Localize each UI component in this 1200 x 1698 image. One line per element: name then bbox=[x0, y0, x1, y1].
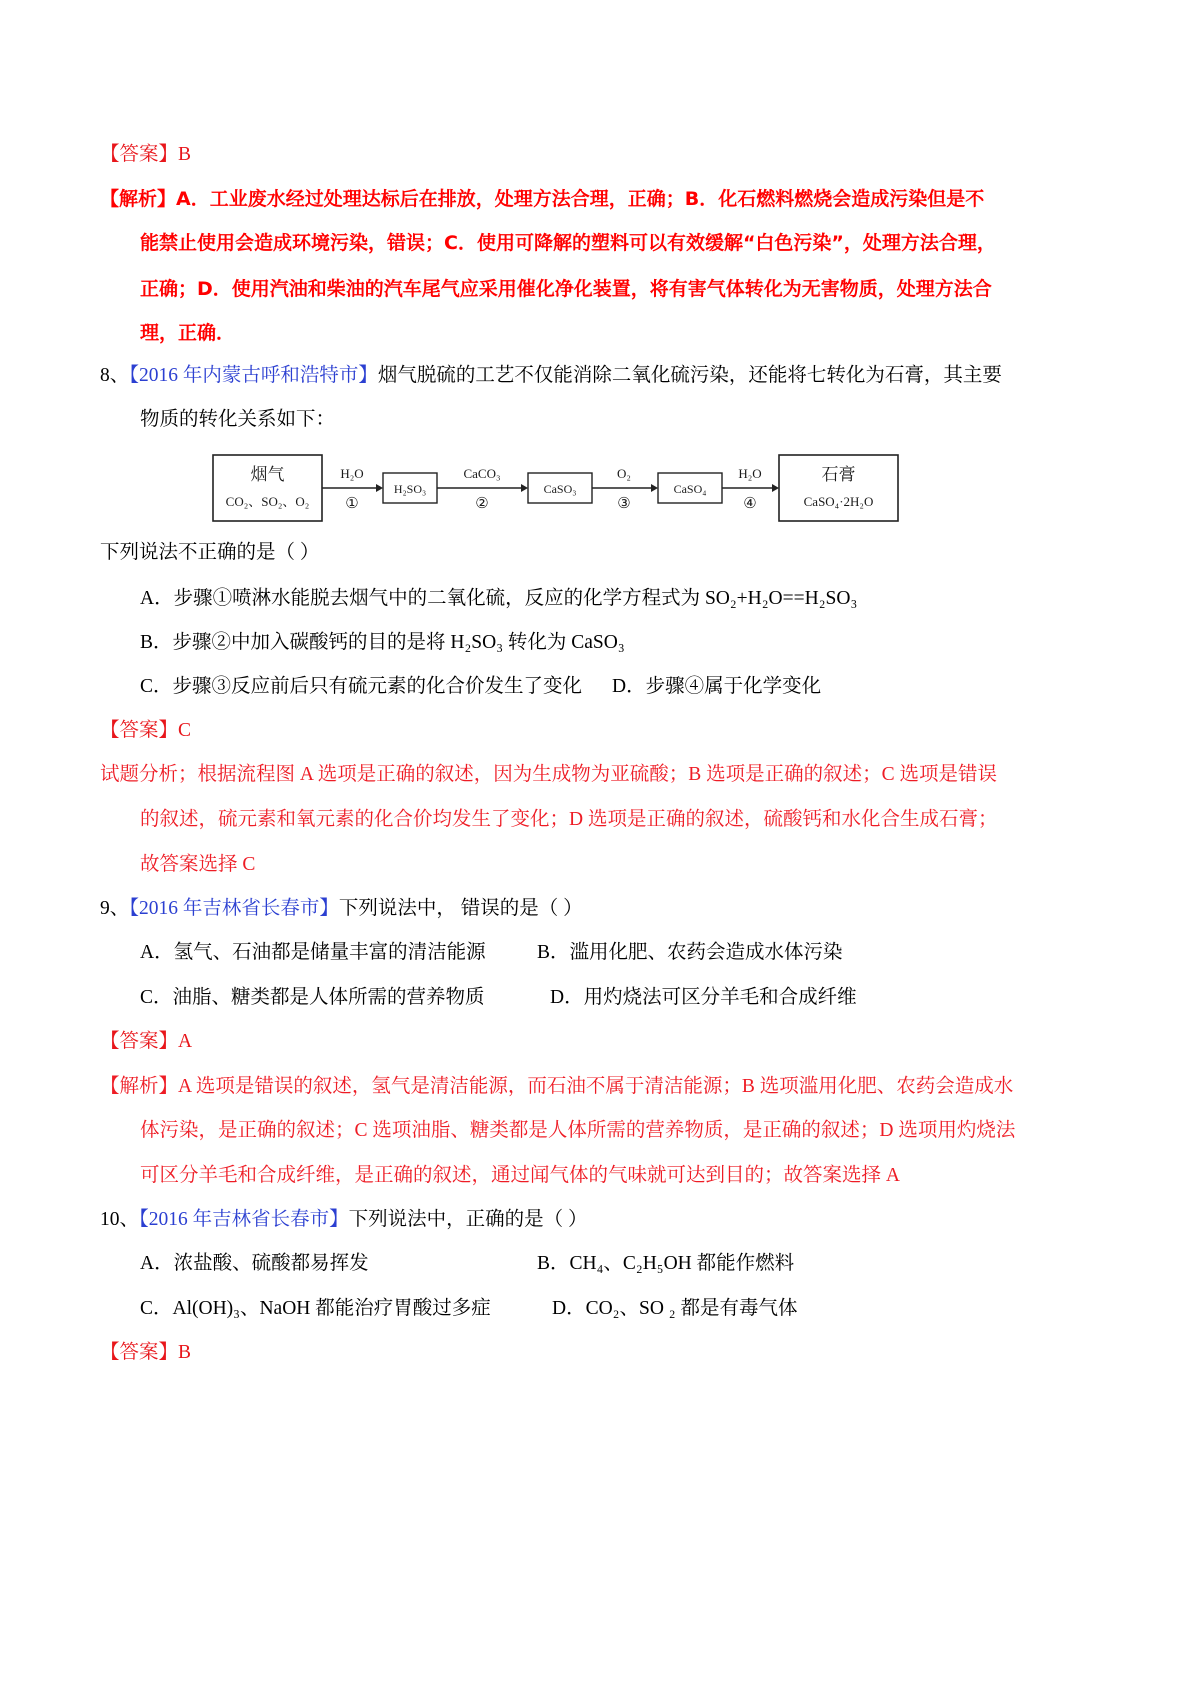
analysis-text: A 选项是错误的叙述，氢气是清洁能源，而石油不属于清洁能源；B 选项滥用化肥、农药会造成水 bbox=[178, 1076, 1014, 1097]
flow-end-title: 石膏 bbox=[821, 465, 856, 484]
flow-step-2: ② bbox=[475, 496, 489, 512]
q10-option-d: D．CO₂、SO ₂ 都是有毒气体 bbox=[552, 1298, 798, 1319]
q8-stem-line-2: 物质的转化关系如下： bbox=[140, 409, 336, 430]
q10-option-a: A．浓盐酸、硫酸都易挥发 bbox=[140, 1253, 369, 1274]
question-number: 10、 bbox=[100, 1209, 140, 1230]
analysis-text: A．工业废水经过处理达标后在排放，处理方法合理，正确；B．化石燃料燃烧会造成污染但是不 bbox=[176, 188, 985, 210]
flow-product-2: CaSO₃ bbox=[543, 482, 577, 496]
question-stem: 烟气脱硫的工艺不仅能消除二氧化硫污染，还能将七转化为石膏，其主要 bbox=[377, 365, 1002, 386]
q8-answer-line bbox=[100, 709, 191, 753]
flow-step-3: ③ bbox=[617, 496, 631, 512]
flow-arrowhead-1 bbox=[376, 484, 383, 492]
answer-value: A bbox=[178, 1031, 193, 1052]
flow-arrowhead-3 bbox=[651, 484, 658, 492]
q9-option-c: C．油脂、糖类都是人体所需的营养物质 bbox=[140, 987, 485, 1008]
flow-product-1: H₂SO₃ bbox=[393, 482, 427, 496]
question-source: 【2016 年吉林省长春市】 bbox=[129, 898, 339, 919]
question-stem: 下列说法中，正确的是（ ） bbox=[348, 1209, 588, 1230]
q9-header bbox=[100, 887, 583, 931]
q9-analysis-line-1 bbox=[100, 1065, 1013, 1109]
prev-analysis-line-3: 正确；D．使用汽油和柴油的汽车尾气应采用催化净化装置，将有害气体转化为无害物质，处理方法合 bbox=[140, 278, 992, 300]
q10-option-c: C．Al(OH)₃、NaOH 都能治疗胃酸过多症 bbox=[140, 1298, 491, 1319]
flow-reagent-2: CaCO₃ bbox=[463, 466, 501, 481]
answer-value: B bbox=[178, 1342, 192, 1363]
answer-label: 【答案】 bbox=[100, 720, 179, 741]
q8-analysis-line-1: 试题分析；根据流程图 A 选项是正确的叙述，因为生成物为亚硫酸；B 选项是正确的叙述；C 选项是错误 bbox=[100, 764, 998, 785]
q9-answer-line bbox=[100, 1020, 192, 1064]
answer-label: 【答案】 bbox=[100, 1031, 179, 1052]
prev-answer-line bbox=[100, 133, 191, 177]
flow-reagent-1: H₂O bbox=[340, 466, 364, 481]
question-stem: 下列说法中， 错误的是（ ） bbox=[338, 898, 583, 919]
flow-arrowhead-2 bbox=[521, 484, 528, 492]
q10-answer-line bbox=[100, 1331, 191, 1375]
answer-value: C bbox=[178, 720, 192, 741]
question-number: 9、 bbox=[100, 898, 130, 919]
answer-value: B bbox=[178, 144, 192, 165]
flow-reagent-3: O₂ bbox=[617, 466, 631, 481]
q8-option-b: B．步骤②中加入碳酸钙的目的是将 H₂SO₃ 转化为 CaSO₃ bbox=[140, 632, 625, 653]
question-number: 8、 bbox=[100, 365, 130, 386]
flow-start-formula: CO₂、SO₂、O₂ bbox=[225, 494, 310, 509]
flow-diagram bbox=[205, 449, 905, 527]
q8-prompt: 下列说法不正确的是（ ） bbox=[100, 542, 320, 563]
answer-label: 【答案】 bbox=[100, 1342, 179, 1363]
flow-end-formula: CaSO₄·2H₂O bbox=[803, 494, 874, 509]
q9-analysis-line-2: 体污染，是正确的叙述；C 选项油脂、糖类都是人体所需的营养物质，是正确的叙述；D 选项用灼烧法 bbox=[140, 1120, 1016, 1141]
q10-header bbox=[100, 1198, 588, 1242]
q9-option-a: A．氢气、石油都是储量丰富的清洁能源 bbox=[140, 942, 486, 963]
q9-option-d: D．用灼烧法可区分羊毛和合成纤维 bbox=[550, 987, 857, 1008]
q10-option-b: B．CH₄、C₂H₅OH 都能作燃料 bbox=[537, 1253, 795, 1274]
analysis-label: 【解析】 bbox=[100, 1076, 179, 1097]
q8-header bbox=[100, 354, 1002, 398]
answer-label: 【答案】 bbox=[100, 144, 179, 165]
flow-arrowhead-4 bbox=[772, 484, 779, 492]
flow-step-4: ④ bbox=[743, 496, 757, 512]
flow-product-3: CaSO₄ bbox=[673, 482, 707, 496]
prev-analysis-line-1 bbox=[100, 177, 984, 221]
question-source: 【2016 年吉林省长春市】 bbox=[139, 1209, 349, 1230]
q8-option-c: C．步骤③反应前后只有硫元素的化合价发生了变化 bbox=[140, 676, 583, 697]
flow-reagent-4: H₂O bbox=[738, 466, 762, 481]
q8-option-a: A．步骤①喷淋水能脱去烟气中的二氧化硫，反应的化学方程式为 SO₂+H₂O==H₂SO₃ bbox=[140, 588, 858, 609]
q9-option-b: B．滥用化肥、农药会造成水体污染 bbox=[537, 942, 843, 963]
q8-analysis-line-2: 的叙述，硫元素和氧元素的化合价均发生了变化；D 选项是正确的叙述，硫酸钙和水化合生成石膏； bbox=[140, 809, 998, 830]
question-source: 【2016 年内蒙古呼和浩特市】 bbox=[129, 365, 378, 386]
q9-analysis-line-3: 可区分羊毛和合成纤维，是正确的叙述，通过闻气体的气味就可达到目的；故答案选择 A bbox=[140, 1165, 900, 1186]
q8-analysis-line-3: 故答案选择 C bbox=[140, 854, 256, 875]
analysis-label: 【解析】 bbox=[100, 188, 177, 210]
prev-analysis-line-4: 理，正确． bbox=[140, 322, 236, 344]
q8-option-d: D．步骤④属于化学变化 bbox=[612, 676, 822, 697]
flow-step-1: ① bbox=[345, 496, 359, 512]
flow-start-title: 烟气 bbox=[250, 465, 285, 484]
prev-analysis-line-2: 能禁止使用会造成环境污染，错误；C．使用可降解的塑料可以有效缓解“白色污染”，处理方法合理， bbox=[140, 232, 996, 254]
